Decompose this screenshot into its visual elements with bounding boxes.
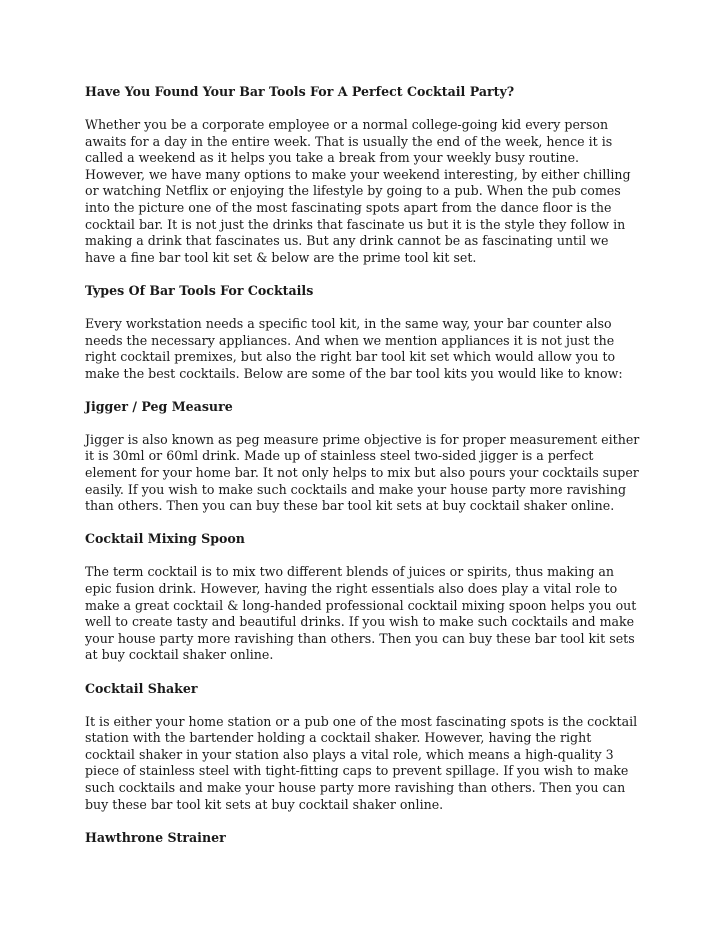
section-body-jigger: Jigger is also known as peg measure prime objective is for proper measurement either it is 30ml or 60ml drink. Made up of stainless steel two-sided jigger is a perfect element for your home bar. It not only helps to mix but also pours your cocktails super easily. If you wish to make such cocktails and make your house party more ravishing than others. Then you can buy these bar tool kit sets at buy cocktail shaker online. — [85, 431, 640, 514]
section-heading-strainer: Hawthrone Strainer — [85, 829, 226, 845]
document-content — [85, 84, 641, 846]
section-heading-jigger: Jigger / Peg Measure — [85, 398, 233, 414]
page-title: Have You Found Your Bar Tools For A Perfect Cocktail Party? — [85, 84, 515, 99]
section-body-mixing-spoon: The term cocktail is to mix two different blends of juices or spirits, thus making an epic fusion drink. However, having the right essentials also does play a vital role to make a great cocktail & long-handed professional cocktail mixing spoon helps you out well to create tasty and beautiful drinks. If you wish to make such cocktails and make your house party more ravishing than others. Then you can buy these bar tool kit sets at buy cocktail shaker online. — [85, 564, 637, 663]
section-body-types: Every workstation needs a specific tool kit, in the same way, your bar counter also needs the necessary appliances. And when we mention appliances it is not just the right cocktail premixes, but also the right bar tool kit set which would allow you to make the best cocktails. Below are some of the bar tool kits you would like to know: — [85, 315, 623, 381]
section-body-shaker: It is either your home station or a pub one of the most fascinating spots is the cocktail station with the bartender holding a cocktail shaker. However, having the right cocktail shaker in your station also plays a vital role, which means a high-quality 3 piece of stainless steel with tight-fitting caps to prevent spillage. If you wish to make such cocktails and make your house party more ravishing than others. Then you can buy these bar tool kit sets at buy cocktail shaker online. — [85, 713, 638, 812]
section-heading-mixing-spoon: Cocktail Mixing Spoon — [85, 531, 245, 547]
intro-paragraph: Whether you be a corporate employee or a normal college-going kid every person awaits for a day in the entire week. That is usually the end of the week, hence it is called a weekend as it helps you take a break from your weekly busy routine. However, we have many options to make your weekend interesting, by either chilling or watching Netflix or enjoying the lifestyle by going to a pub. When the pub comes into the picture one of the most fascinating spots apart from the dance floor is the cocktail bar. It is not just the drinks that fascinate us but it is the style they follow in making a drink that fascinates us. But any drink cannot be as fascinating until we have a fine bar tool kit set & below are the prime tool kit set. — [85, 116, 631, 265]
section-heading-types: Types Of Bar Tools For Cocktails — [85, 282, 314, 298]
section-heading-shaker: Cocktail Shaker — [85, 680, 198, 696]
